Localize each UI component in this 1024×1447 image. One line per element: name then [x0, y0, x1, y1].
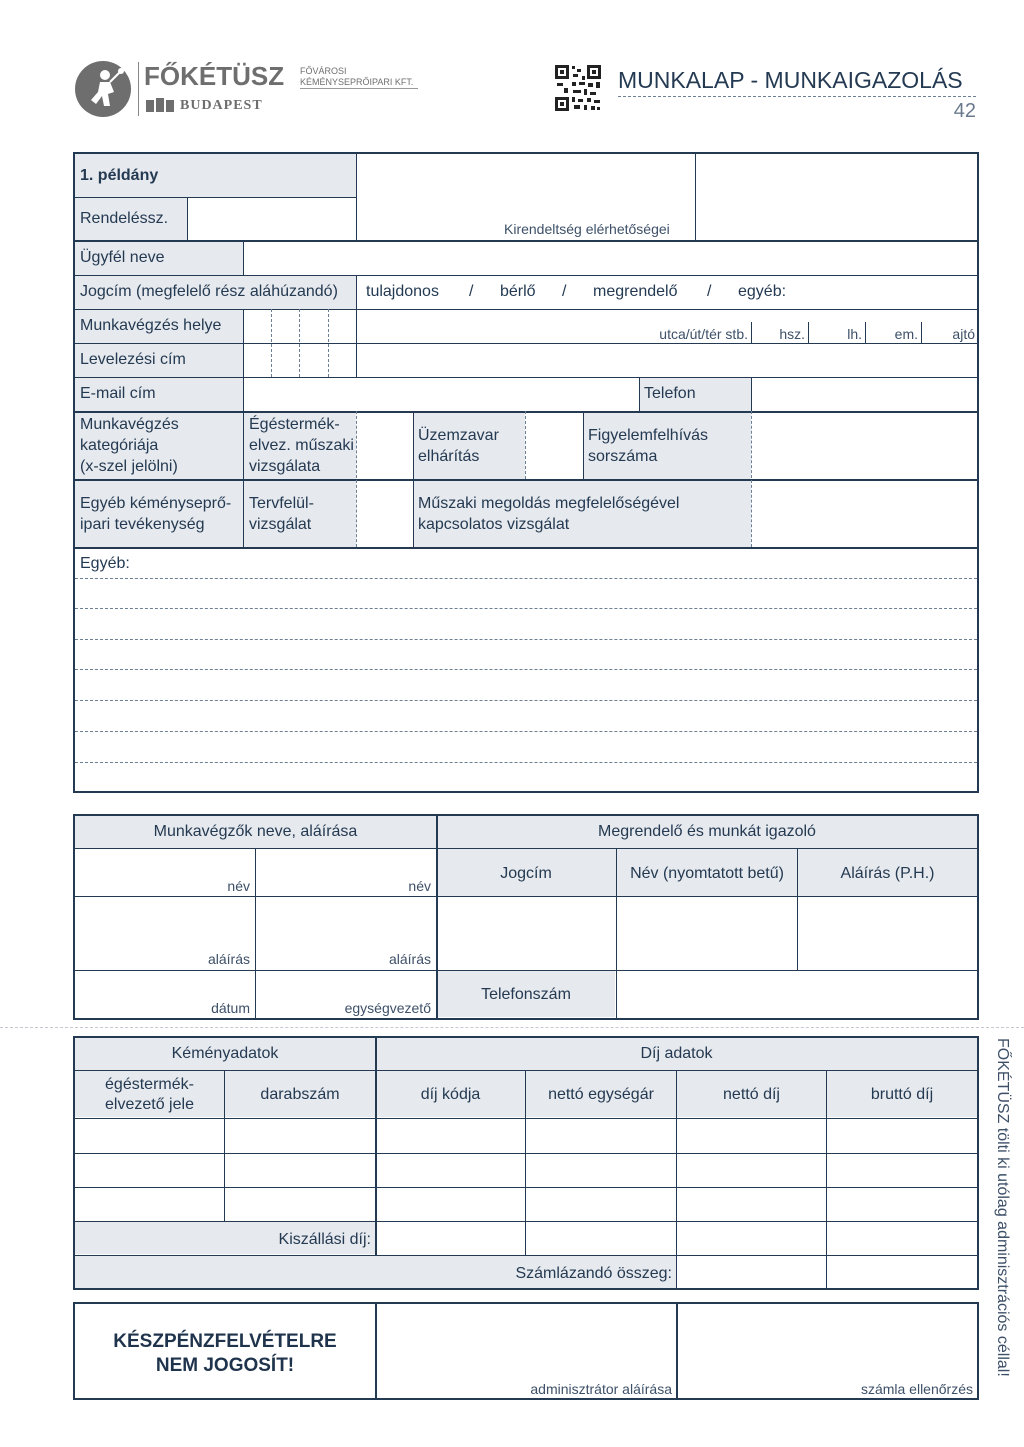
- technical-solution-checkbox[interactable]: [752, 480, 976, 546]
- no-cash-line2: NEM JOGOSÍT!: [155, 1355, 295, 1376]
- qr-code-icon: [554, 64, 602, 112]
- invoice-check-label: számla ellenőrzés: [860, 1381, 973, 1397]
- plan-review-checkbox[interactable]: [357, 480, 412, 546]
- phone-label: Telefon: [644, 385, 696, 402]
- address-label-floor: em.: [894, 326, 918, 342]
- date-label: dátum: [211, 1000, 250, 1016]
- delivery-fee-label: Kiszállási díj:: [278, 1231, 371, 1248]
- col-net-fee-header: nettó díj: [723, 1086, 780, 1103]
- worker2-signature-label: aláírás: [388, 951, 431, 967]
- admin-signature-label: adminisztrátor aláírása: [530, 1381, 672, 1397]
- postal-address-field[interactable]: [357, 344, 977, 376]
- email-field[interactable]: [244, 378, 638, 410]
- client-name-label: Ügyfél neve: [80, 249, 165, 266]
- client-name-field[interactable]: [244, 241, 976, 274]
- col-net-unit-header: nettó egységár: [548, 1086, 654, 1103]
- flue-inspection-label-1: Égéstermék-: [249, 416, 340, 433]
- logo-name: FŐKÉTÜSZ: [144, 61, 285, 91]
- email-label: E-mail cím: [80, 385, 156, 402]
- cut-line: [0, 1027, 1024, 1028]
- order-no-label: Rendeléssz.: [80, 210, 169, 227]
- col-title-header: Jogcím: [500, 865, 552, 882]
- legal-option-customer[interactable]: megrendelő: [593, 283, 678, 300]
- worker1-name-label: név: [227, 878, 250, 894]
- legal-option-sep: /: [562, 283, 567, 300]
- legal-option-sep: /: [469, 283, 474, 300]
- col-quantity-header: darabszám: [260, 1086, 340, 1103]
- client-signature-field[interactable]: [798, 897, 976, 969]
- delivery-fee-field[interactable]: [377, 1222, 977, 1254]
- logo-sub2: KÉMÉNYSEPRŐIPARI KFT.: [300, 77, 414, 87]
- logo-city: BUDAPEST: [180, 98, 263, 113]
- workers-header: Munkavégzők neve, aláírása: [153, 823, 358, 840]
- chimney-data-header: Kéményadatok: [171, 1045, 279, 1062]
- order-no-field[interactable]: [188, 198, 355, 239]
- invoice-total-field[interactable]: [677, 1256, 977, 1288]
- other-notes-field[interactable]: [75, 548, 977, 791]
- other-label: Egyéb:: [80, 555, 130, 572]
- legal-option-other[interactable]: egyéb:: [738, 283, 787, 300]
- col-gross-fee-header: bruttó díj: [870, 1086, 934, 1103]
- budapest-crest-icon: [144, 96, 176, 114]
- other-chimney-label-1: Egyéb kéményseprő-: [80, 495, 232, 512]
- client-name-print-field[interactable]: [617, 897, 796, 969]
- col-sign-header: Aláírás (P.H.): [840, 865, 935, 882]
- col-flue-id-header: égéstermék- elvezető jele: [105, 1076, 194, 1113]
- col-fee-code-header: díj kódja: [420, 1086, 481, 1103]
- document-number: 42: [953, 100, 976, 122]
- invoice-total-label: Számlázandó összeg:: [515, 1265, 672, 1282]
- client-title-field[interactable]: [437, 897, 615, 969]
- worker1-signature-label: aláírás: [207, 951, 250, 967]
- fee-table-rows[interactable]: [75, 1119, 977, 1221]
- flue-inspection-checkbox[interactable]: [357, 412, 412, 478]
- phone-number-field[interactable]: [617, 971, 976, 1017]
- legal-option-owner[interactable]: tulajdonos: [366, 283, 439, 300]
- address-label-street: utca/út/tér stb.: [659, 326, 748, 342]
- fault-fix-label-1: Üzemzavar: [418, 427, 499, 444]
- logo-sub1: FŐVÁROSI: [300, 66, 347, 76]
- copy-label: 1. példány: [80, 167, 159, 184]
- no-cash-line1: KÉSZPÉNZFELVÉTELRE: [113, 1331, 337, 1352]
- address-label-building: lh.: [847, 326, 862, 342]
- notice-number-field[interactable]: [752, 412, 976, 478]
- fee-data-header: Díj adatok: [640, 1045, 713, 1062]
- col-name-header: Név (nyomtatott betű): [630, 865, 784, 882]
- flue-inspection-label-3: vizsgálata: [249, 458, 321, 475]
- client-header: Megrendelő és munkát igazoló: [598, 823, 816, 840]
- chimney-sweep-logo-icon: [74, 60, 132, 118]
- technical-solution-label-2: kapcsolatos vizsgálat: [418, 516, 570, 533]
- unit-leader-label: egységvezető: [344, 1000, 431, 1016]
- phone-number-label: Telefonszám: [481, 986, 571, 1003]
- worker2-name-label: név: [408, 878, 431, 894]
- branch-contact-label: Kirendeltség elérhetőségei: [504, 221, 670, 237]
- other-chimney-label-2: ipari tevékenység: [80, 516, 205, 533]
- fault-fix-checkbox[interactable]: [526, 412, 582, 478]
- legal-option-sep: /: [707, 283, 712, 300]
- work-category-label-2: kategóriája: [80, 437, 159, 454]
- work-category-label-3: (x-szel jelölni): [80, 458, 178, 475]
- notice-number-label-1: Figyelemfelhívás: [588, 427, 709, 444]
- work-location-label: Munkavégzés helye: [80, 317, 222, 334]
- fault-fix-label-2: elhárítás: [418, 448, 480, 465]
- legal-title-label: Jogcím (megfelelő rész aláhúzandó): [80, 283, 338, 300]
- document-title: MUNKALAP - MUNKAIGAZOLÁS: [618, 67, 963, 93]
- side-note: FŐKÉTÜSZ tölti ki utólag adminisztrációs céllal!: [994, 1038, 1011, 1377]
- address-label-number: hsz.: [779, 326, 805, 342]
- flue-inspection-label-2: elvez. műszaki: [249, 437, 354, 454]
- plan-review-label-1: Tervfelül-: [249, 495, 314, 512]
- branch-contact-field[interactable]: [696, 154, 976, 239]
- address-label-door: ajtó: [952, 326, 975, 342]
- phone-field[interactable]: [752, 378, 976, 410]
- technical-solution-label-1: Műszaki megoldás megfelelőségével: [418, 495, 680, 512]
- plan-review-label-2: vizsgálat: [249, 516, 312, 533]
- postal-address-label: Levelezési cím: [80, 351, 186, 368]
- work-category-label-1: Munkavégzés: [80, 416, 179, 433]
- legal-option-tenant[interactable]: bérlő: [500, 283, 536, 300]
- notice-number-label-2: sorszáma: [588, 448, 658, 465]
